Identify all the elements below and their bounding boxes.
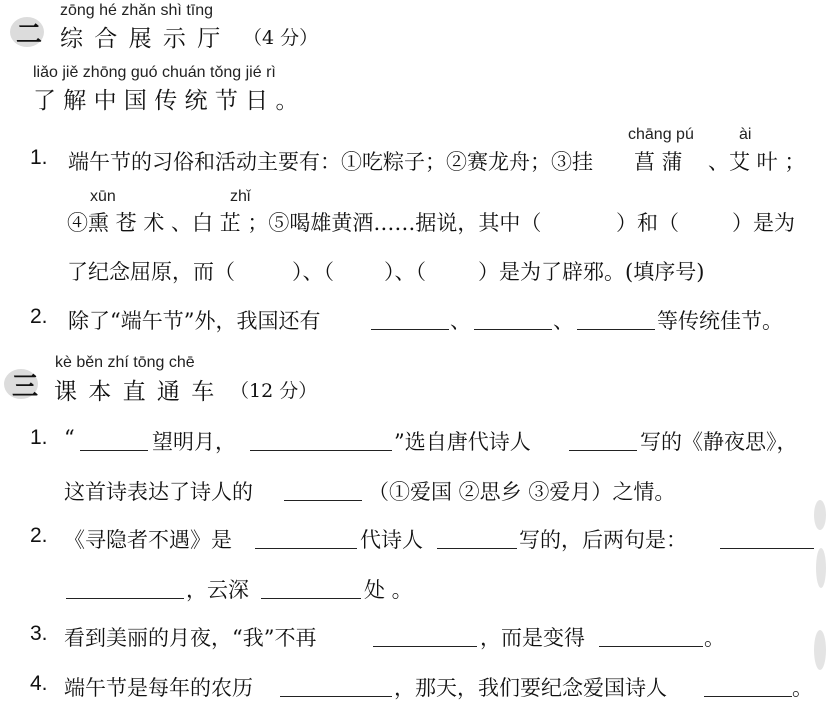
answer-blank[interactable] <box>280 676 392 697</box>
answer-blank[interactable] <box>373 626 477 647</box>
question-text: “ <box>64 426 75 450</box>
answer-blank[interactable] <box>66 578 184 599</box>
question-number: 2. <box>30 305 48 328</box>
section-points: （12 分） <box>230 380 318 402</box>
question-text: 处 。 <box>364 578 413 602</box>
intro-text: 了 解 中 国 传 统 节 日 。 <box>33 88 299 114</box>
question-text: 除了“端午节”外，我国还有 <box>68 309 321 333</box>
decorative-shape <box>816 548 826 588</box>
question-text: 这首诗表达了诗人的 <box>64 480 253 504</box>
question-text: 《寻隐者不遇》是 <box>64 528 232 552</box>
question-text: 、艾 叶 ； <box>708 150 806 174</box>
answer-blank[interactable] <box>569 430 637 451</box>
question-number: 1. <box>30 426 48 449</box>
answer-blank[interactable] <box>284 480 362 501</box>
pinyin-annotation: zhǐ <box>230 188 251 205</box>
answer-blank[interactable] <box>720 528 814 549</box>
pinyin-annotation: xūn <box>90 188 116 205</box>
section-title: 综 合 展 示 厅 <box>60 26 223 52</box>
question-text: 。 <box>792 676 813 700</box>
question-text: ，而是变得 <box>480 626 585 650</box>
question-text: ）和（ <box>616 211 679 235</box>
answer-blank[interactable] <box>437 528 517 549</box>
question-text: 了纪念屈原，而（ <box>67 260 235 284</box>
section-title: 课 本 直 通 车 <box>54 379 217 405</box>
question-text: 端午节的习俗和活动主要有：①吃粽子；②赛龙舟；③挂 <box>68 150 593 174</box>
question-text: 菖 蒲 <box>634 150 683 174</box>
question-text: ，那天，我们要纪念爱国诗人 <box>394 676 667 700</box>
question-text: ）、（ <box>292 260 334 284</box>
question-text: 望明月， <box>152 430 236 454</box>
section-title-pinyin: zōng hé zhǎn shì tīng <box>60 2 213 19</box>
question-text: ）是为了辟邪。(填序号) <box>478 260 705 284</box>
separator: 、 <box>553 309 574 333</box>
answer-blank[interactable] <box>255 528 357 549</box>
intro-pinyin: liǎo jiě zhōng guó chuán tǒng jié rì <box>33 64 276 81</box>
question-number: 2. <box>30 524 48 547</box>
section-number: 二 <box>16 20 43 50</box>
section-number: 三 <box>12 372 39 402</box>
decorative-shape <box>814 630 826 670</box>
question-text: 看到美丽的月夜，“我”不再 <box>64 626 317 650</box>
answer-blank[interactable] <box>371 309 449 330</box>
section-title-pinyin: kè běn zhí tōng chē <box>55 354 195 371</box>
pinyin-annotation: ài <box>739 126 752 143</box>
question-text: 写的《静夜思》， <box>640 430 798 454</box>
question-text: ）是为 <box>732 211 795 235</box>
answer-blank[interactable] <box>80 430 148 451</box>
question-text: 代诗人 <box>360 528 423 552</box>
question-text: ④熏 苍 术 、白 芷 ；⑤喝雄黄酒……据说，其中（ <box>67 211 542 235</box>
question-text: 写的，后两句是： <box>519 528 687 552</box>
question-text: 端午节是每年的农历 <box>64 676 253 700</box>
question-text: 。 <box>704 626 725 650</box>
question-number: 1. <box>30 146 48 169</box>
question-text: ）、（ <box>384 260 426 284</box>
separator: 、 <box>450 309 471 333</box>
answer-blank[interactable] <box>474 309 552 330</box>
answer-blank[interactable] <box>250 430 392 451</box>
question-text: （①爱国 ②思乡 ③爱月）之情。 <box>368 480 676 504</box>
question-text: ”选自唐代诗人 <box>394 430 531 454</box>
question-number: 4. <box>30 672 48 695</box>
question-text: ，云深 <box>186 578 249 602</box>
answer-blank[interactable] <box>704 676 792 697</box>
decorative-shape <box>814 500 826 530</box>
question-number: 3. <box>30 622 48 645</box>
answer-blank[interactable] <box>261 578 361 599</box>
section-points: （4 分） <box>243 27 319 49</box>
pinyin-annotation: chāng pú <box>628 126 694 143</box>
question-text: 等传统佳节。 <box>657 309 783 333</box>
answer-blank[interactable] <box>577 309 655 330</box>
answer-blank[interactable] <box>599 626 703 647</box>
